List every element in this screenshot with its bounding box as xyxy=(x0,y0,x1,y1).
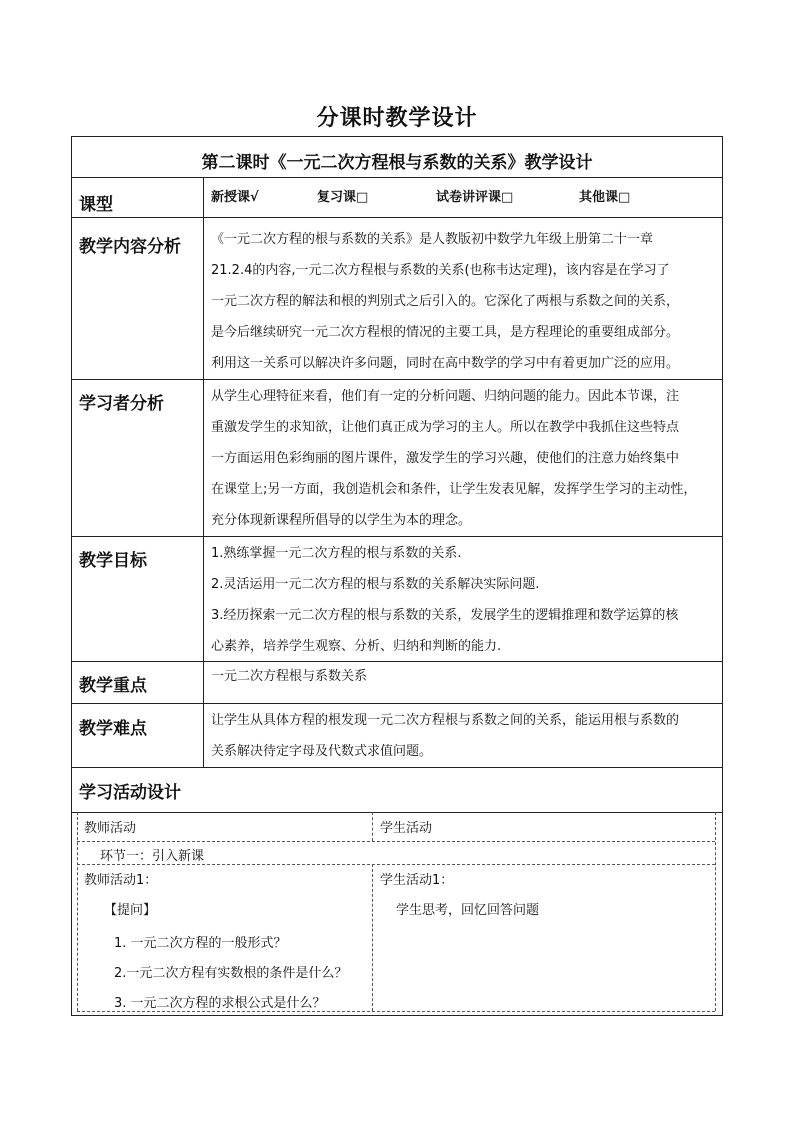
stage-label: 环节一：引入新课 xyxy=(100,849,205,864)
text-line: 从学生心理特征来看，他们有一定的分析问题、归纳问题的能力。因此本节课，注 xyxy=(211,389,680,404)
activity-design-heading: 学习活动设计 xyxy=(79,783,181,803)
content-analysis-label: 教学内容分析 xyxy=(79,237,181,257)
column-divider xyxy=(203,177,204,767)
question-tag: 【提问】 xyxy=(104,903,157,918)
activity-divider xyxy=(77,841,715,842)
text-line: 是今后继续研究一元二次方程根的情况的主要工具，是方程理论的重要组成部分。 xyxy=(211,325,680,340)
text-line: 关系解决待定字母及代数式求值问题。 xyxy=(211,744,433,759)
activity-divider xyxy=(77,864,715,865)
student-activity-text: 学生思考，回忆回答问题 xyxy=(396,903,540,918)
text-line: 1.熟练掌握一元二次方程的根与系数的关系. xyxy=(211,546,462,561)
text-line: 21.2.4的内容,一元二次方程根与系数的关系(也称韦达定理)，该内容是在学习了 xyxy=(211,263,670,278)
text-line: 《一元二次方程的根与系数的关系》是人教版初中数学九年级上册第二十一章 xyxy=(211,232,654,247)
teaching-goals-label: 教学目标 xyxy=(79,551,147,571)
activity-divider xyxy=(77,1011,715,1012)
type-option-test-review: 试卷讲评课□ xyxy=(436,190,514,205)
teaching-goals-text xyxy=(211,538,717,662)
content-analysis-text xyxy=(211,224,717,379)
text-line: 一元二次方程的解法和根的判别式之后引入的。它深化了两根与系数之间的关系， xyxy=(211,294,680,309)
text-line: 利用这一关系可以解决许多问题，同时在高中数学的学习中有着更加广泛的应用。 xyxy=(211,356,680,371)
text-line: 心素养，培养学生观察、分析、归纳和判断的能力. xyxy=(211,639,502,654)
type-option-other: 其他课□ xyxy=(579,190,631,205)
activity-divider xyxy=(715,812,716,1011)
question-item: 2.一元二次方程有实数根的条件是什么？ xyxy=(114,966,348,981)
student-activity-label: 学生活动1： xyxy=(380,873,454,888)
type-option-new: 新授课√ xyxy=(211,190,259,205)
teacher-activity-label: 教师活动1： xyxy=(84,873,158,888)
activity-divider xyxy=(372,864,373,1011)
type-option-review: 复习课□ xyxy=(317,190,369,205)
difficulty-label: 教学难点 xyxy=(79,719,147,739)
type-label: 课型 xyxy=(79,195,113,215)
learner-analysis-label: 学习者分析 xyxy=(79,394,164,414)
row-divider xyxy=(71,536,723,537)
key-points-text xyxy=(211,661,717,692)
row-divider xyxy=(71,767,723,768)
page-title: 分课时教学设计 xyxy=(316,106,478,131)
question-item: 1. 一元二次方程的一般形式？ xyxy=(114,936,287,951)
text-line: 一元二次方程根与系数关系 xyxy=(211,669,368,684)
row-divider xyxy=(71,177,723,178)
text-line: 2.灵活运用一元二次方程的根与系数的关系解决实际问题. xyxy=(211,577,540,592)
row-divider xyxy=(71,703,723,704)
learner-analysis-text xyxy=(211,381,717,536)
text-line: 让学生从具体方程的根发现一元二次方程根与系数之间的关系，能运用根与系数的 xyxy=(211,713,680,728)
question-item: 3. 一元二次方程的求根公式是什么？ xyxy=(114,996,326,1011)
difficulty-text xyxy=(211,705,717,767)
student-activity-header: 学生活动 xyxy=(380,821,433,836)
text-line: 3.经历探索一元二次方程的根与系数的关系，发展学生的逻辑推理和数学运算的核 xyxy=(211,608,679,623)
key-points-label: 教学重点 xyxy=(79,676,147,696)
text-line: 重激发学生的求知欲，让他们真正成为学习的主人。所以在教学中我抓住这些特点 xyxy=(211,420,680,435)
activity-divider xyxy=(372,812,373,841)
activity-divider xyxy=(77,812,78,1011)
row-divider xyxy=(71,379,723,380)
lesson-title: 第二课时《一元二次方程根与系数的关系》教学设计 xyxy=(201,153,593,173)
text-line: 一方面运用色彩绚丽的图片课件，激发学生的学习兴趣，使他们的注意力始终集中 xyxy=(211,451,680,466)
row-divider xyxy=(71,812,723,813)
text-line: 充分体现新课程所倡导的以学生为本的理念。 xyxy=(211,513,472,528)
teacher-activity-header: 教师活动 xyxy=(84,821,137,836)
row-divider xyxy=(71,217,723,218)
text-line: 在课堂上;另一方面，我创造机会和条件，让学生发表见解，发挥学生学习的主动性， xyxy=(211,482,697,497)
